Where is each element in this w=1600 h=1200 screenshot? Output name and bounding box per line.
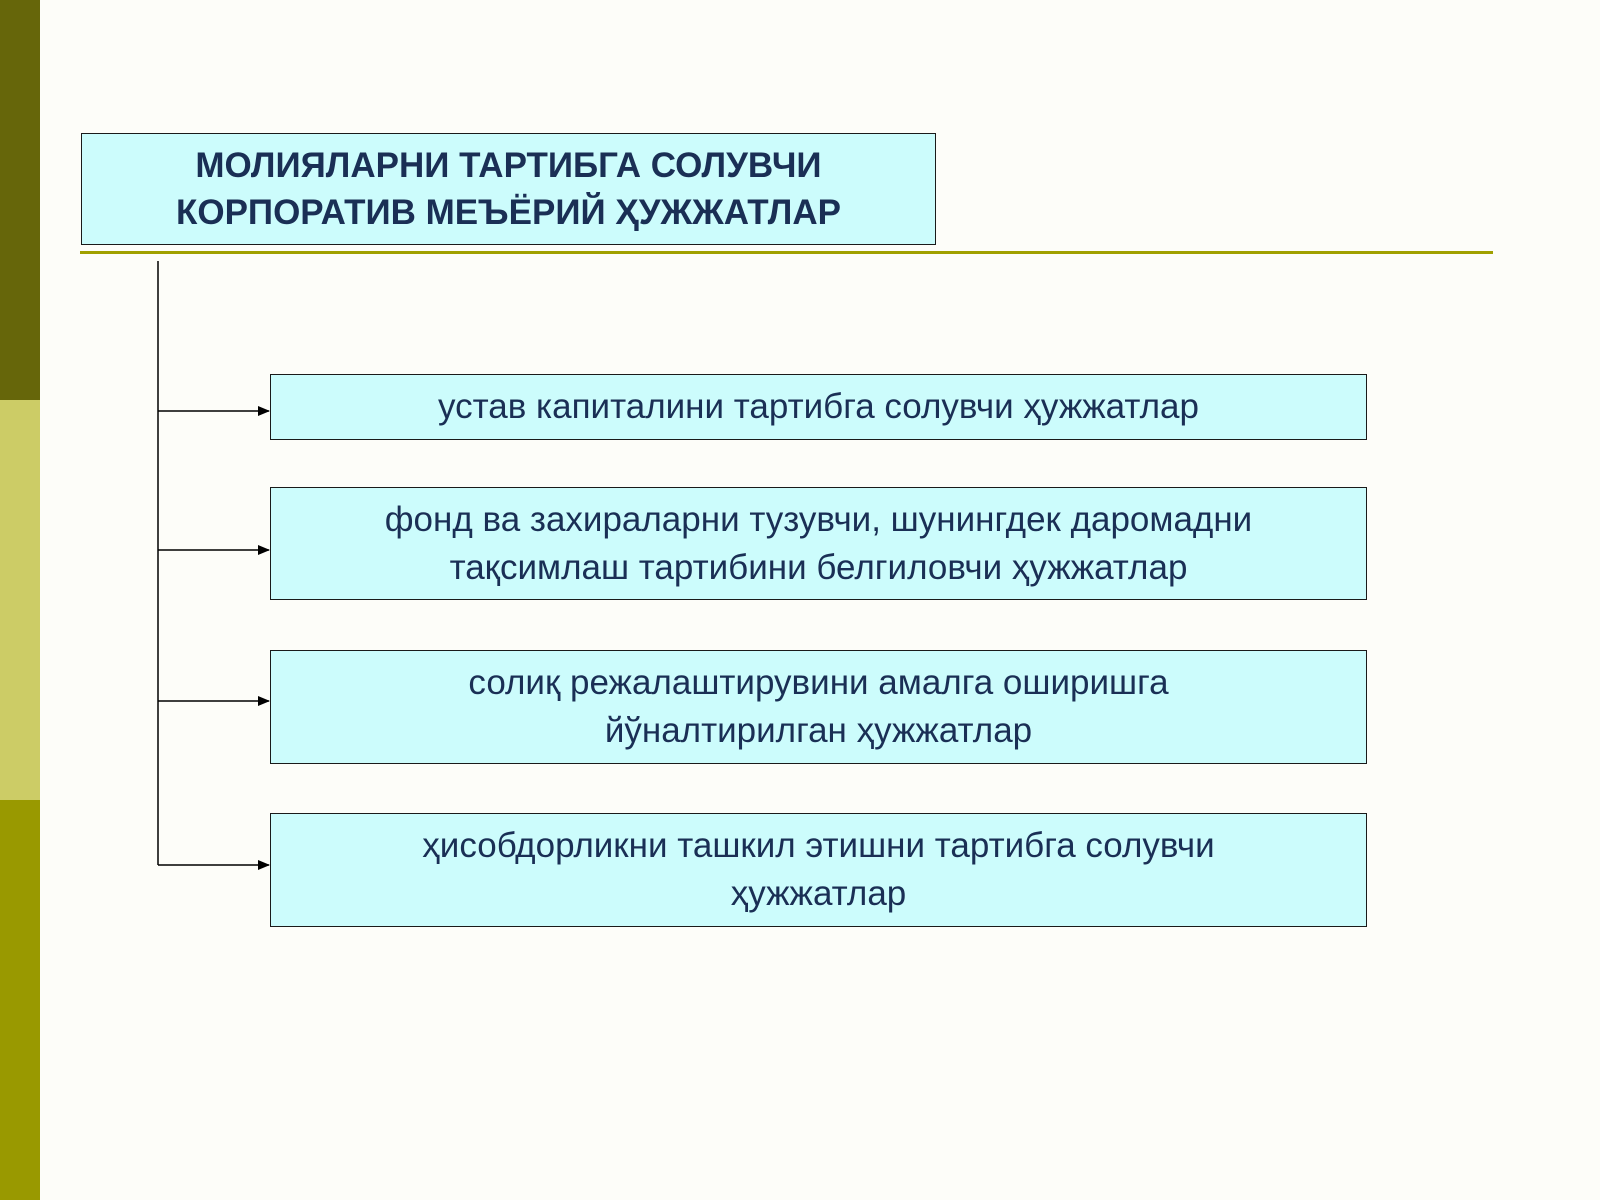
document-type-box-funds-reserves bbox=[270, 487, 1367, 600]
side-accent-top bbox=[0, 0, 40, 400]
document-type-box-charter-capital bbox=[270, 374, 1367, 440]
document-type-label: ҳисобдорликни ташкил этишни тартибга солувчи ҳужжатлар bbox=[422, 826, 1215, 913]
document-type-box-reporting bbox=[270, 813, 1367, 927]
title-text: МОЛИЯЛАРНИ ТАРТИБГА СОЛУВЧИ КОРПОРАТИВ МЕЪЁРИЙ ҲУЖЖАТЛАР bbox=[176, 146, 841, 232]
document-type-label: устав капиталини тартибга солувчи ҳужжатлар bbox=[438, 387, 1199, 426]
document-type-box-tax-planning bbox=[270, 650, 1367, 764]
side-accent-bar bbox=[0, 0, 40, 1200]
document-type-label: солиқ режалаштирувини амалга оширишга йўналтирилган ҳужжатлар bbox=[468, 663, 1169, 750]
title-underline bbox=[80, 251, 1493, 254]
side-accent-bottom bbox=[0, 800, 40, 1200]
document-type-label: фонд ва захираларни тузувчи, шунингдек даромадни тақсимлаш тартибини белгиловчи ҳужжатлар bbox=[384, 499, 1253, 587]
title-box bbox=[81, 133, 936, 245]
side-accent-middle bbox=[0, 400, 40, 800]
